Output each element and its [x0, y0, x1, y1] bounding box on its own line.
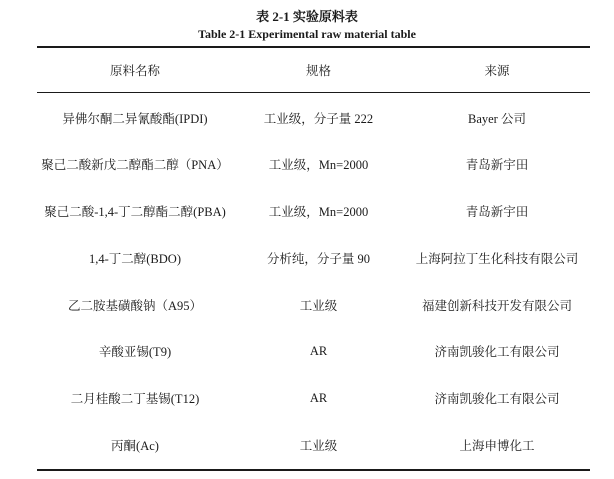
cell-source: 青岛新宇田 — [465, 205, 529, 219]
header-source: 来源 — [484, 64, 510, 78]
table-bottom-rule — [37, 469, 590, 471]
cell-source: 济南凯骏化工有限公司 — [434, 392, 560, 406]
table-top-rule — [37, 46, 590, 48]
cell-specification: 工业级 — [299, 439, 338, 453]
cell-source: 上海阿拉丁生化科技有限公司 — [415, 252, 579, 266]
table-row — [37, 388, 590, 408]
cell-material-name: 聚己二酸新戊二醇酯二醇（PNA） — [41, 158, 229, 172]
cell-material-name: 异佛尔酮二异氰酸酯(IPDI) — [62, 112, 208, 126]
cell-specification: AR — [309, 343, 328, 358]
table-header-rule — [37, 92, 590, 93]
cell-material-name: 1,4-丁二醇(BDO) — [88, 252, 181, 266]
cell-specification: AR — [309, 390, 328, 405]
cell-source: 济南凯骏化工有限公司 — [434, 345, 560, 359]
table-header-row — [37, 60, 590, 80]
table-row — [37, 435, 590, 455]
table-row — [37, 201, 590, 221]
table-row — [37, 154, 590, 174]
cell-specification: 工业级 — [299, 299, 338, 313]
cell-source: 上海申博化工 — [459, 439, 535, 453]
cell-specification: 分析纯，分子量 90 — [266, 252, 371, 266]
cell-specification: 工业级，Mn=2000 — [268, 205, 369, 219]
cell-source: 青岛新宇田 — [465, 158, 529, 172]
cell-source: 福建创新科技开发有限公司 — [421, 299, 572, 313]
table-title-en: Table 2-1 Experimental raw material table — [198, 27, 416, 41]
cell-material-name: 二月桂酸二丁基锡(T12) — [70, 392, 200, 406]
table-title-cn: 表 2-1 实验原料表 — [256, 9, 358, 24]
table-row — [37, 248, 590, 268]
cell-specification: 工业级，分子量 222 — [263, 112, 374, 126]
cell-material-name: 丙酮(Ac) — [111, 439, 159, 453]
cell-material-name: 辛酸亚锡(T9) — [98, 345, 172, 359]
table-row — [37, 341, 590, 361]
header-specification: 规格 — [305, 64, 331, 78]
table-row — [37, 295, 590, 315]
cell-material-name: 乙二胺基磺酸钠（A95） — [67, 299, 203, 313]
header-material-name: 原料名称 — [109, 64, 160, 78]
cell-source: Bayer 公司 — [468, 112, 526, 126]
table-row — [37, 108, 590, 128]
cell-specification: 工业级，Mn=2000 — [268, 158, 369, 172]
cell-material-name: 聚己二酸-1,4-丁二醇酯二醇(PBA) — [44, 205, 226, 219]
